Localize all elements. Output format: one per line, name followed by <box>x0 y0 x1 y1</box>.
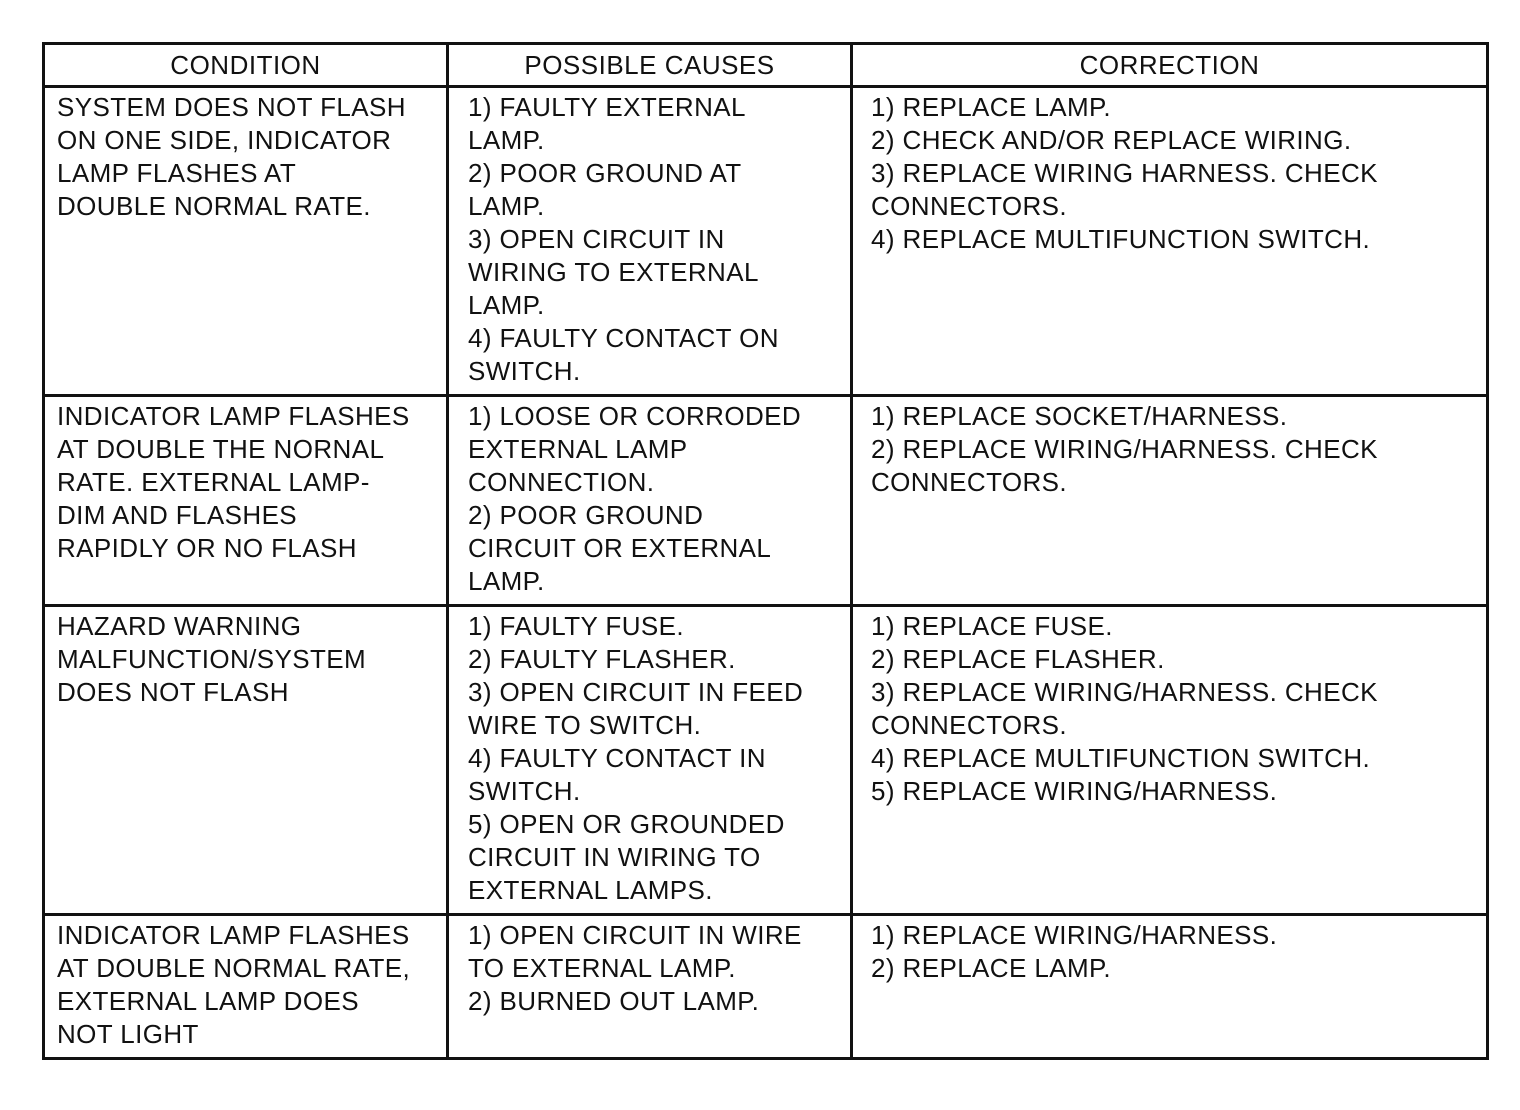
condition-cell <box>44 396 448 606</box>
cause-line: EXTERNAL LAMPS. <box>468 875 713 905</box>
cause-line: 2) BURNED OUT LAMP. <box>468 986 760 1016</box>
condition-line: DOUBLE NORMAL RATE. <box>57 191 371 221</box>
cause-line: EXTERNAL LAMP <box>468 434 688 464</box>
correction-line: 2) REPLACE WIRING/HARNESS. CHECK <box>871 434 1378 464</box>
condition-line: INDICATOR LAMP FLASHES <box>57 401 410 431</box>
correction-cell <box>852 87 1488 396</box>
cause-line: 3) OPEN CIRCUIT IN FEED <box>468 677 804 707</box>
header-condition: CONDITION <box>44 44 448 87</box>
correction-cell <box>852 606 1488 915</box>
condition-cell <box>44 606 448 915</box>
cause-line: 5) OPEN OR GROUNDED <box>468 809 785 839</box>
condition-line: ON ONE SIDE, INDICATOR <box>57 125 392 155</box>
causes-cell <box>448 87 852 396</box>
condition-line: MALFUNCTION/SYSTEM <box>57 644 367 674</box>
causes-cell <box>448 396 852 606</box>
causes-cell <box>448 606 852 915</box>
correction-line: 2) CHECK AND/OR REPLACE WIRING. <box>871 125 1352 155</box>
cause-line: 1) FAULTY EXTERNAL <box>468 92 746 122</box>
cause-line: TO EXTERNAL LAMP. <box>468 953 736 983</box>
correction-line: 4) REPLACE MULTIFUNCTION SWITCH. <box>871 224 1371 254</box>
cause-line: 4) FAULTY CONTACT IN <box>468 743 766 773</box>
header-correction: CORRECTION <box>852 44 1488 87</box>
condition-line: SYSTEM DOES NOT FLASH <box>57 92 406 122</box>
condition-line: INDICATOR LAMP FLASHES <box>57 920 410 950</box>
header-possible-causes: POSSIBLE CAUSES <box>448 44 852 87</box>
cause-line: LAMP. <box>468 566 545 596</box>
cause-line: WIRING TO EXTERNAL <box>468 257 759 287</box>
condition-line: HAZARD WARNING <box>57 611 302 641</box>
cause-line: WIRE TO SWITCH. <box>468 710 702 740</box>
condition-line: DIM AND FLASHES <box>57 500 298 530</box>
cause-line: 2) FAULTY FLASHER. <box>468 644 736 674</box>
cause-line: 2) POOR GROUND <box>468 500 704 530</box>
condition-line: DOES NOT FLASH <box>57 677 289 707</box>
condition-line: AT DOUBLE NORMAL RATE, <box>57 953 411 983</box>
cause-line: LAMP. <box>468 290 545 320</box>
correction-line: 1) REPLACE WIRING/HARNESS. <box>871 920 1278 950</box>
table-row <box>44 915 1488 1059</box>
cause-line: CIRCUIT OR EXTERNAL <box>468 533 772 563</box>
cause-line: CONNECTION. <box>468 467 655 497</box>
cause-line: SWITCH. <box>468 356 581 386</box>
cause-line: LAMP. <box>468 191 545 221</box>
cause-line: 1) OPEN CIRCUIT IN WIRE <box>468 920 802 950</box>
cause-line: 1) FAULTY FUSE. <box>468 611 684 641</box>
diagnosis-table <box>42 42 1489 1060</box>
correction-line: 4) REPLACE MULTIFUNCTION SWITCH. <box>871 743 1371 773</box>
condition-line: LAMP FLASHES AT <box>57 158 297 188</box>
correction-line: CONNECTORS. <box>871 467 1068 497</box>
correction-line: 3) REPLACE WIRING/HARNESS. CHECK <box>871 677 1378 707</box>
condition-cell <box>44 915 448 1059</box>
correction-cell <box>852 396 1488 606</box>
correction-cell <box>852 915 1488 1059</box>
table-row <box>44 87 1488 396</box>
correction-line: 2) REPLACE LAMP. <box>871 953 1112 983</box>
cause-line: 4) FAULTY CONTACT ON <box>468 323 779 353</box>
correction-line: 5) REPLACE WIRING/HARNESS. <box>871 776 1278 806</box>
cause-line: SWITCH. <box>468 776 581 806</box>
header-row <box>44 44 1488 87</box>
correction-line: 1) REPLACE LAMP. <box>871 92 1112 122</box>
correction-line: 1) REPLACE SOCKET/HARNESS. <box>871 401 1288 431</box>
condition-line: RAPIDLY OR NO FLASH <box>57 533 357 563</box>
cause-line: 2) POOR GROUND AT <box>468 158 742 188</box>
condition-cell <box>44 87 448 396</box>
cause-line: 3) OPEN CIRCUIT IN <box>468 224 725 254</box>
causes-cell <box>448 915 852 1059</box>
condition-line: EXTERNAL LAMP DOES <box>57 986 359 1016</box>
table-row <box>44 396 1488 606</box>
condition-line: AT DOUBLE THE NORNAL <box>57 434 385 464</box>
condition-line: NOT LIGHT <box>57 1019 199 1049</box>
correction-line: CONNECTORS. <box>871 710 1068 740</box>
correction-line: 1) REPLACE FUSE. <box>871 611 1113 641</box>
correction-line: CONNECTORS. <box>871 191 1068 221</box>
correction-line: 2) REPLACE FLASHER. <box>871 644 1165 674</box>
table-row <box>44 606 1488 915</box>
cause-line: CIRCUIT IN WIRING TO <box>468 842 761 872</box>
correction-line: 3) REPLACE WIRING HARNESS. CHECK <box>871 158 1378 188</box>
condition-line: RATE. EXTERNAL LAMP- <box>57 467 370 497</box>
cause-line: LAMP. <box>468 125 545 155</box>
cause-line: 1) LOOSE OR CORRODED <box>468 401 802 431</box>
